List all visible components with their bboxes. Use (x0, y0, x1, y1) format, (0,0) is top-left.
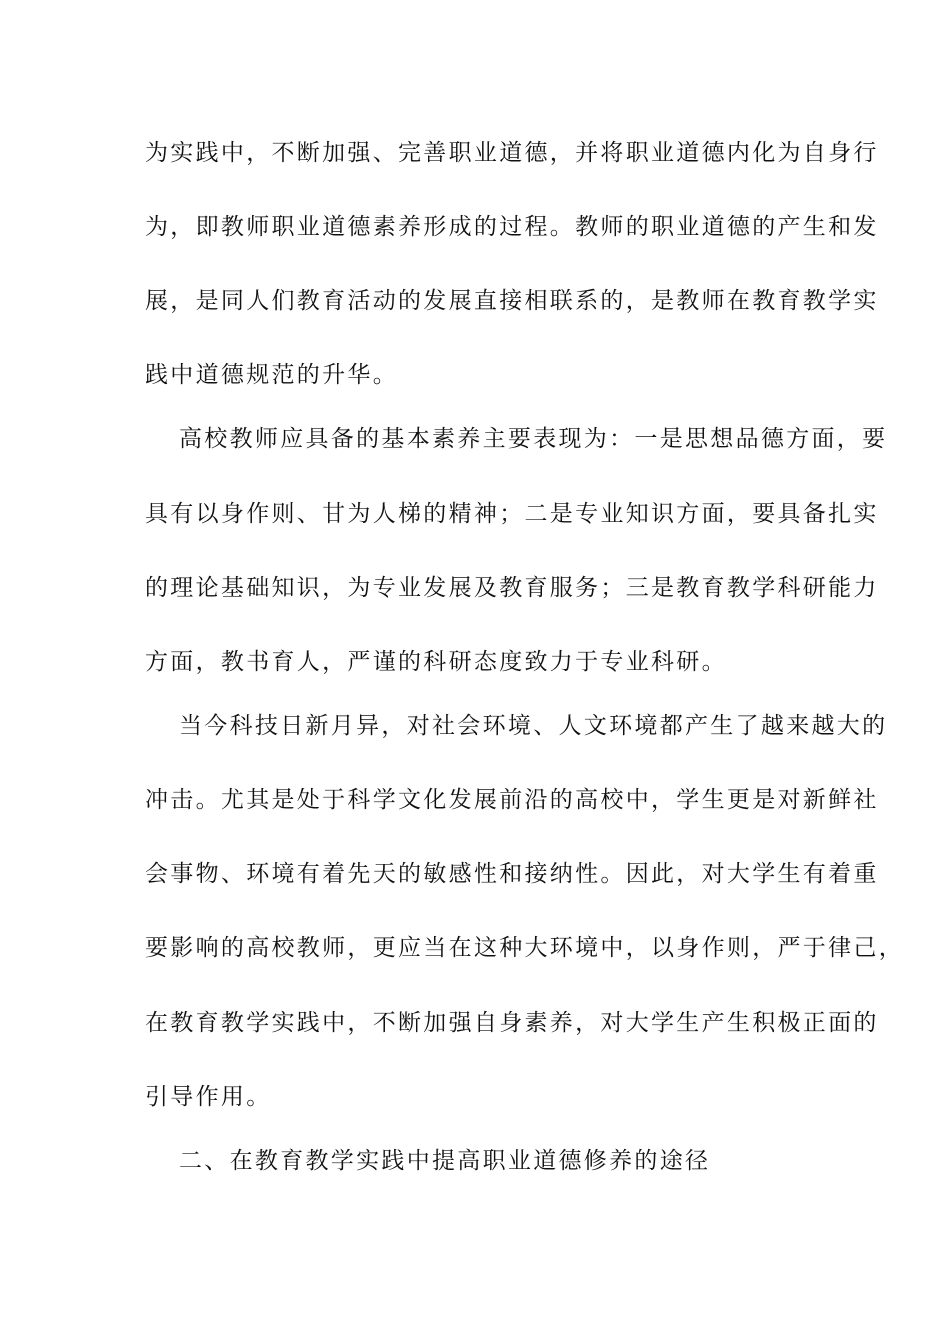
text-line: 要影响的高校教师，更应当在这种大环境中，以身作则，严于律己， (145, 935, 904, 961)
text-line: 为实践中，不断加强、完善职业道德，并将职业道德内化为自身行 (145, 140, 879, 166)
text-line: 展，是同人们教育活动的发展直接相联系的，是教师在教育教学实 (145, 288, 879, 314)
text-line: 会事物、环境有着先天的敏感性和接纳性。因此，对大学生有着重 (145, 861, 879, 887)
text-line: 方面，教书育人，严谨的科研态度致力于专业科研。 (145, 649, 727, 675)
text-line: 为，即教师职业道德素养形成的过程。教师的职业道德的产生和发 (145, 214, 879, 240)
paragraph-first-line: 当今科技日新月异，对社会环境、人文环境都产生了越来越大的 (179, 713, 888, 739)
text-line: 的理论基础知识，为专业发展及教育服务；三是教育教学科研能力 (145, 575, 879, 601)
text-line: 引导作用。 (145, 1084, 272, 1110)
text-line: 具有以身作则、甘为人梯的精神；二是专业知识方面，要具备扎实 (145, 501, 879, 527)
text-line: 冲击。尤其是处于科学文化发展前沿的高校中，学生更是对新鲜社 (145, 787, 879, 813)
text-line: 在教育教学实践中，不断加强自身素养，对大学生产生积极正面的 (145, 1010, 879, 1036)
section-heading: 二、在教育教学实践中提高职业道德修养的途径 (179, 1148, 711, 1174)
paragraph-first-line: 高校教师应具备的基本素养主要表现为：一是思想品德方面，要 (179, 426, 888, 452)
text-line: 践中道德规范的升华。 (145, 362, 398, 388)
